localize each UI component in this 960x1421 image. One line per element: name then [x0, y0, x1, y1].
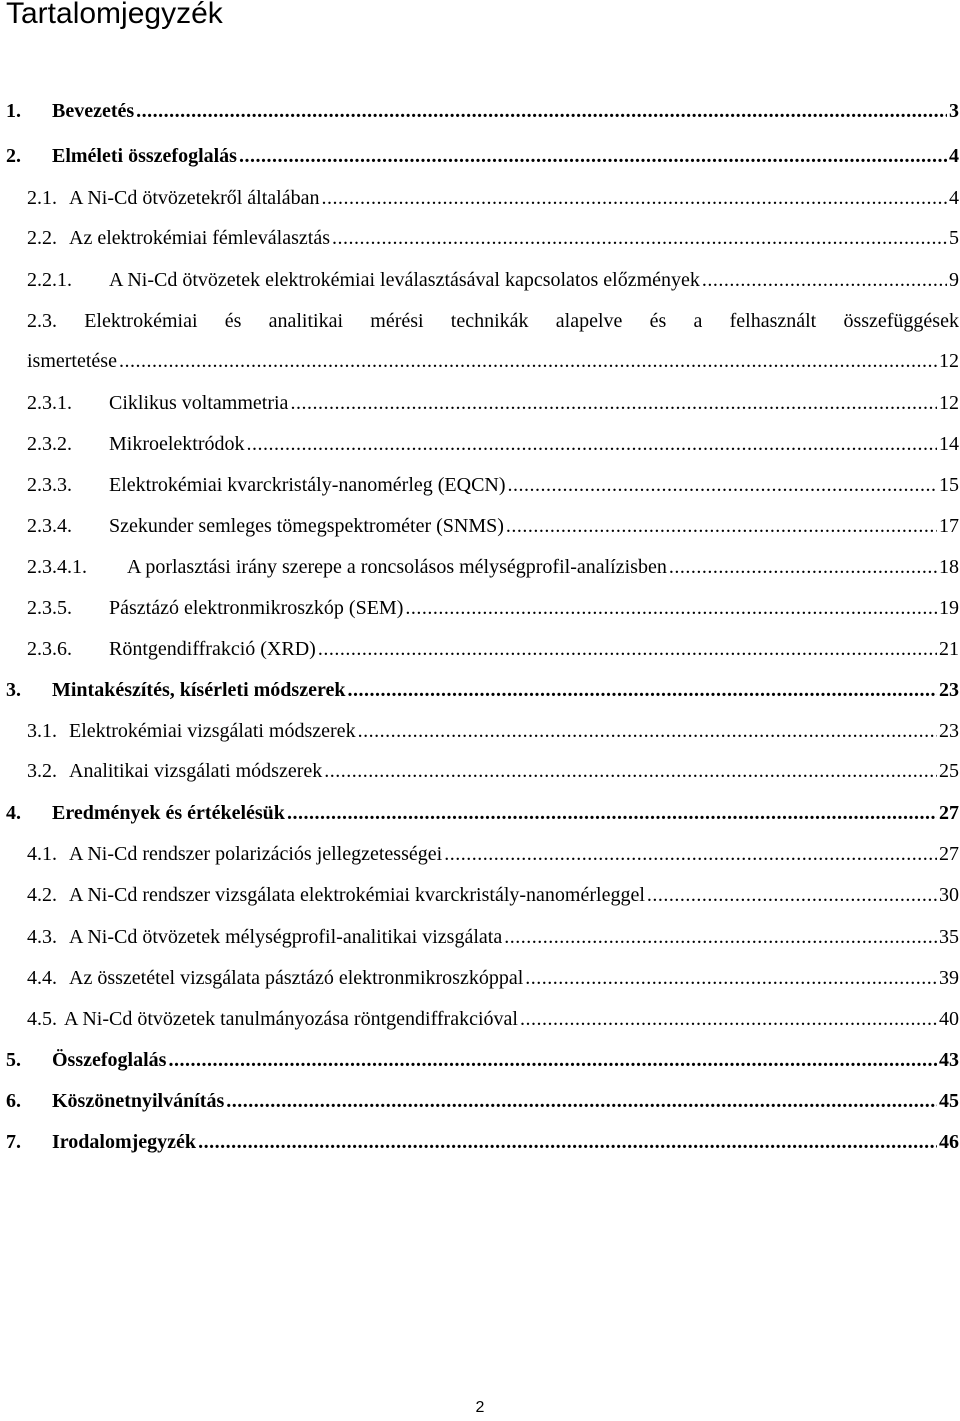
toc-leader [318, 636, 937, 662]
toc-page: 19 [939, 597, 959, 619]
toc-number: 2.3.5. [27, 597, 72, 619]
toc-entry-2-3-4[interactable] [27, 513, 959, 539]
toc-leader [136, 98, 947, 124]
toc-entry-6[interactable] [6, 1088, 959, 1114]
toc-page: 23 [939, 720, 959, 742]
toc-leader [504, 924, 937, 950]
toc-label: Röntgendiffrakció (XRD) [109, 638, 316, 660]
toc-entry-2-2[interactable] [27, 225, 959, 251]
toc-leader [239, 143, 947, 169]
toc-entry-7[interactable] [6, 1129, 959, 1155]
toc-number: 4.3. [27, 926, 57, 948]
toc-page: 18 [939, 556, 959, 578]
toc-word: analitikai [268, 310, 344, 332]
toc-number: 2.3.3. [27, 474, 72, 496]
toc-number: 6. [6, 1090, 21, 1112]
toc-number: 5. [6, 1049, 21, 1071]
toc-number: 2.3.2. [27, 433, 72, 455]
toc-word: a [693, 310, 703, 332]
toc-entry-3-2[interactable] [27, 758, 959, 784]
toc-word: Elektrokémiai [84, 310, 198, 332]
page-number: 2 [475, 1399, 485, 1416]
toc-number: 4.1. [27, 843, 57, 865]
toc-number: 3. [6, 679, 21, 701]
toc-label: Bevezetés [52, 100, 135, 122]
toc-word: technikák [450, 310, 529, 332]
toc-entry-2-3-3[interactable] [27, 472, 959, 498]
toc-page: 4 [949, 145, 959, 167]
toc-word: és [649, 310, 667, 332]
toc-label: Az összetétel vizsgálata pásztázó elektronmikroszkóppal [69, 967, 524, 989]
toc-label: ismertetése [27, 350, 117, 372]
toc-page: 45 [939, 1090, 959, 1112]
toc-label: Mintakészítés, kísérleti módszerek [52, 679, 346, 701]
toc-entry-1[interactable] [6, 98, 959, 124]
toc-entry-2-3[interactable] [27, 308, 959, 334]
toc-leader [119, 348, 937, 374]
toc-label: A Ni-Cd ötvözetekről általában [69, 187, 320, 209]
toc-leader [247, 431, 937, 457]
toc-entry-4-3[interactable] [27, 924, 959, 950]
toc-label: Elektrokémiai vizsgálati módszerek [69, 720, 356, 742]
toc-leader [168, 1047, 937, 1073]
toc-page: 12 [939, 350, 959, 372]
toc-entry-2-3-2[interactable] [27, 431, 959, 457]
toc-page: 4 [949, 187, 959, 209]
toc-page: 27 [939, 802, 959, 824]
toc-number: 4.2. [27, 884, 57, 906]
toc-leader [324, 758, 937, 784]
toc-leader [287, 800, 937, 826]
toc-entry-3[interactable] [6, 677, 959, 703]
toc-label: Az elektrokémiai fémleválasztás [69, 227, 330, 249]
toc-leader [506, 513, 937, 539]
toc-label: Elektrokémiai kvarckristály-nanomérleg (EQCN) [109, 474, 506, 496]
toc-page: 3 [949, 100, 959, 122]
page-title: Tartalomjegyzék [6, 0, 223, 30]
toc-label: A Ni-Cd ötvözetek mélységprofil-analitikai vizsgálata [69, 926, 503, 948]
toc-page: 17 [939, 515, 959, 537]
toc-number: 2.3.1. [27, 392, 72, 414]
toc-page: 43 [939, 1049, 959, 1071]
toc-entry-4-1[interactable] [27, 841, 959, 867]
toc-page: 40 [939, 1008, 959, 1030]
toc-leader [321, 185, 947, 211]
toc-leader [520, 1006, 937, 1032]
toc-leader [290, 390, 937, 416]
toc-entry-2-2-1[interactable] [27, 267, 959, 293]
toc-leader [669, 554, 937, 580]
toc-label: Mikroelektródok [109, 433, 245, 455]
toc-leader [405, 595, 937, 621]
toc-label: A Ni-Cd ötvözetek elektrokémiai leválasztásával kapcsolatos előzmények [109, 269, 700, 291]
toc-leader [347, 677, 937, 703]
toc-page: 23 [939, 679, 959, 701]
toc-number: 2.1. [27, 187, 57, 209]
toc-number: 2.2. [27, 227, 57, 249]
toc-page: 46 [939, 1131, 959, 1153]
toc-number: 2. [6, 145, 21, 167]
toc-leader [702, 267, 947, 293]
toc-page: 14 [939, 433, 959, 455]
toc-entry-4-5[interactable] [27, 1006, 959, 1032]
toc-number: 2.3.6. [27, 638, 72, 660]
toc-entry-2-1[interactable] [27, 185, 959, 211]
toc-word: mérési [370, 310, 424, 332]
toc-entry-2-3-5[interactable] [27, 595, 959, 621]
toc-page: 35 [939, 926, 959, 948]
toc-page: 25 [939, 760, 959, 782]
toc-number: 2.2.1. [27, 269, 72, 291]
toc-entry-4[interactable] [6, 800, 959, 826]
toc-number: 2.3. [27, 310, 57, 332]
toc-number: 4.4. [27, 967, 57, 989]
toc-page: 15 [939, 474, 959, 496]
toc-label: Analitikai vizsgálati módszerek [69, 760, 323, 782]
toc-page: 5 [949, 227, 959, 249]
toc-label: Elméleti összefoglalás [52, 145, 237, 167]
toc-label: Szekunder semleges tömegspektrométer (SNMS) [109, 515, 504, 537]
toc-leader [226, 1088, 937, 1114]
toc-label: A Ni-Cd rendszer polarizációs jellegzetességei [69, 843, 443, 865]
toc-label: Ciklikus voltammetria [109, 392, 289, 414]
toc-number: 1. [6, 100, 21, 122]
toc-label: Pásztázó elektronmikroszkóp (SEM) [109, 597, 404, 619]
toc-page: 30 [939, 884, 959, 906]
toc-number: 4.5. [27, 1008, 57, 1030]
toc-page: 12 [939, 392, 959, 414]
toc-number: 2.3.4. [27, 515, 72, 537]
toc-page: 39 [939, 967, 959, 989]
toc-label: A Ni-Cd rendszer vizsgálata elektrokémiai kvarckristály-nanomérleggel [69, 884, 645, 906]
toc-word: felhasznált [729, 310, 817, 332]
toc-entry-2-3-continued[interactable] [27, 348, 959, 374]
toc-word: összefüggések [843, 310, 959, 332]
toc-leader [444, 841, 937, 867]
toc-entry-2-3-6[interactable] [27, 636, 959, 662]
toc-label: Köszönetnyilvánítás [52, 1090, 225, 1112]
toc-label: Összefoglalás [52, 1049, 167, 1071]
toc-leader [198, 1129, 937, 1155]
toc-leader [525, 965, 937, 991]
toc-word: alapelve [555, 310, 623, 332]
toc-number: 7. [6, 1131, 21, 1153]
toc-label: A porlasztási irány szerepe a roncsolásos mélységprofil-analízisben [127, 556, 667, 578]
toc-entry-2-3-1[interactable] [27, 390, 959, 416]
toc-number: 4. [6, 802, 21, 824]
toc-label: Irodalomjegyzék [52, 1131, 197, 1153]
toc-entry-2[interactable] [6, 143, 959, 169]
toc-entry-2-3-4-1[interactable] [27, 554, 959, 580]
toc-leader [358, 718, 937, 744]
toc-leader [332, 225, 947, 251]
toc-page: 27 [939, 843, 959, 865]
toc-page: 21 [939, 638, 959, 660]
toc-entry-3-1[interactable] [27, 718, 959, 744]
toc-word: és [224, 310, 242, 332]
toc-leader [647, 882, 937, 908]
toc-number: 2.3.4.1. [27, 556, 87, 578]
toc-page: 9 [949, 269, 959, 291]
toc-entry-4-4[interactable] [27, 965, 959, 991]
toc-entry-4-2[interactable] [27, 882, 959, 908]
toc-label: A Ni-Cd ötvözetek tanulmányozása röntgendiffrakcióval [64, 1008, 518, 1030]
toc-label: Eredmények és értékelésük [52, 802, 285, 824]
toc-number: 3.1. [27, 720, 57, 742]
toc-entry-5[interactable] [6, 1047, 959, 1073]
toc-number: 3.2. [27, 760, 57, 782]
toc-leader [508, 472, 937, 498]
